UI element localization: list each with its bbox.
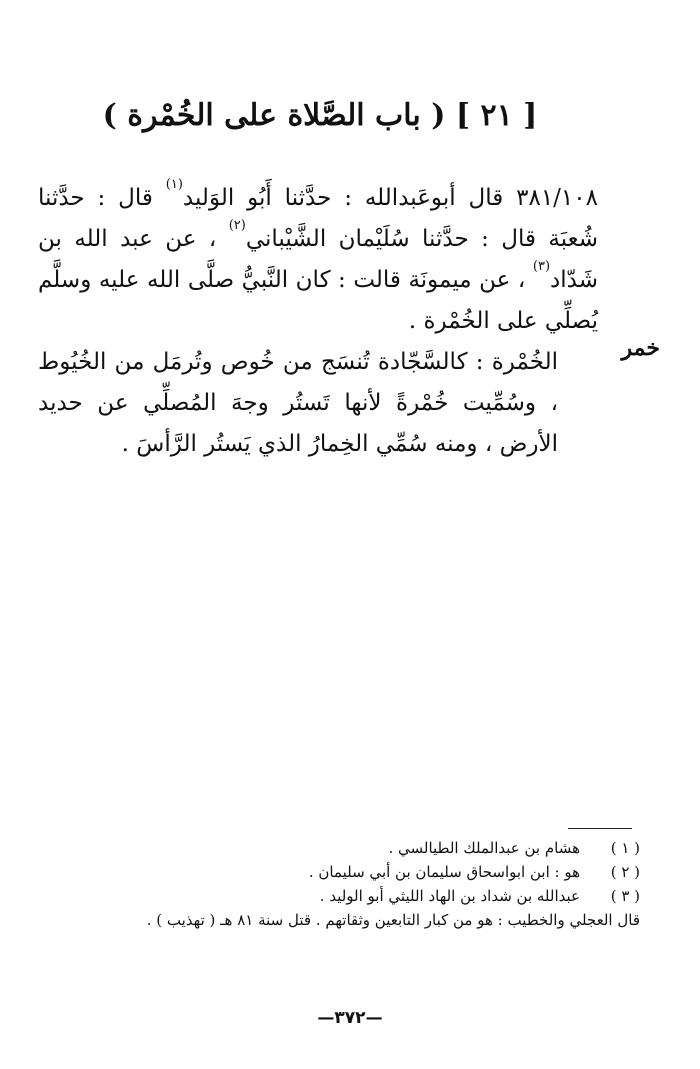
footnote-text: عبدالله بن شداد بن الهاد الليثي أبو الوليد . (319, 887, 580, 905)
hadith-text-b: قال : حدَّثنا شُعبَة قال : حدَّثنا سُلَيْمان الشَّيْباني (38, 185, 598, 252)
hadith-text-d: ، عن ميمونَة قالت : كان النَّبيُّ صلَّى الله عليه وسلَّم يُصلِّي على الخُمْرة . (38, 267, 598, 334)
footnote-text: هو : ابن ابواسحاق سليمان بن أبي سليمان . (308, 863, 580, 881)
margin-keyword: خمر (621, 335, 660, 361)
footnote-number: ( ٣ ) (610, 887, 640, 905)
gloss-paragraph: الخُمْرة : كالسَّجّادة تُنسَج من خُوص وتُرمَل من الخُيُوط ، وسُمِّيت خُمْرةً لأنها تَستُر وجهَ المُصلِّي عن حديد الأرض ، ومنه سُمِّي الخِمارُ الذي يَستُر الرَّأسَ . (38, 349, 558, 457)
footnote-item (30, 884, 640, 908)
page-number: —٣٧٢— (317, 1008, 383, 1028)
footnote-ref-1: (١) (165, 177, 183, 192)
chapter-heading: [ ٢١ ] ( باب الصَّلاة على الخُمْرة ) (102, 98, 538, 133)
hadith-text-a: ٣٨١/١٠٨ قال أبوعَبدالله : حدَّثنا أَبُو الوَليد (182, 185, 598, 211)
hadith-paragraph (38, 178, 598, 342)
footnotes (30, 836, 640, 932)
footnote-divider (568, 828, 632, 829)
hadith-text-c: ، عن عبد الله بن شَدّاد (38, 226, 598, 293)
footnote-ref-2: (٢) (228, 218, 246, 233)
footnote-continuation: قال العجلي والخطيب : هو من كبار التابعين وثقاتهم . قتل سنة ٨١ هـ ( تهذيب ) . (146, 911, 640, 929)
footnote-number: ( ١ ) (610, 839, 640, 857)
footnote-text: هشام بن عبدالملك الطيالسي . (388, 839, 580, 857)
footnote-item (30, 836, 640, 860)
footnote-ref-3: (٣) (532, 259, 551, 274)
footnote-number: ( ٢ ) (610, 863, 640, 881)
footnote-item (30, 860, 640, 884)
main-text (38, 178, 598, 465)
